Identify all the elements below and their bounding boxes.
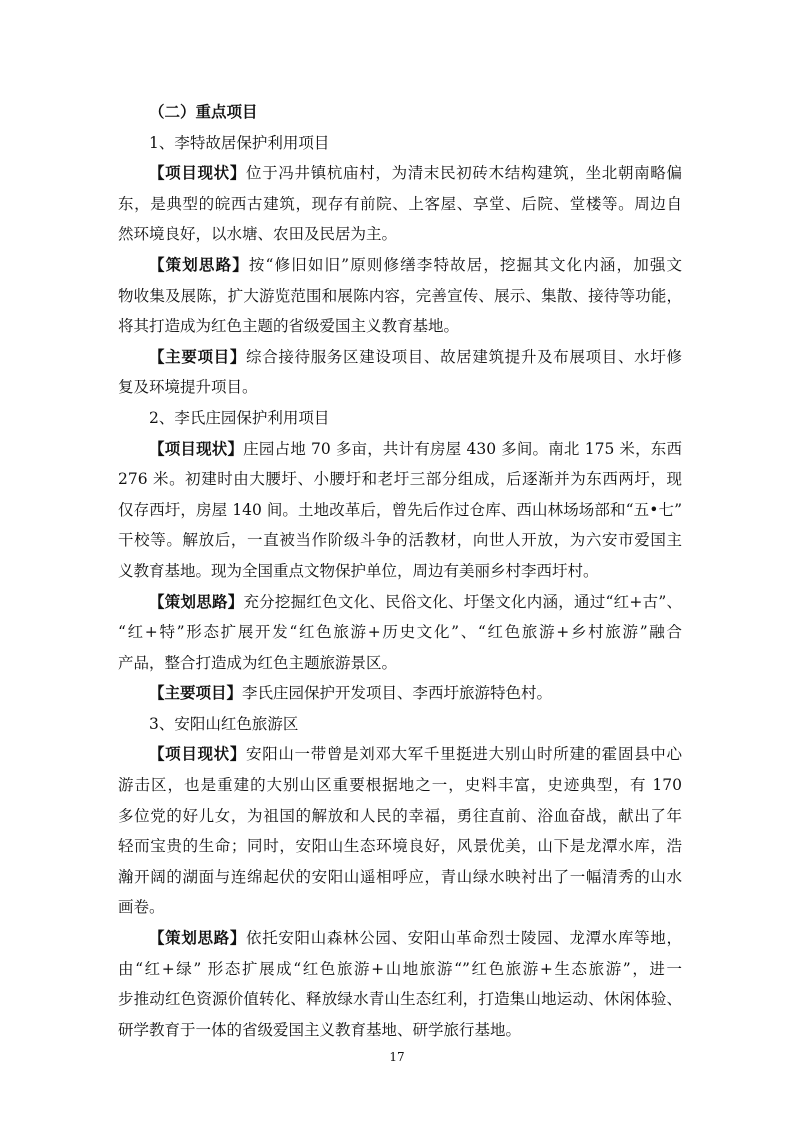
paragraph-line: 【策划思路】按“修旧如旧”原则修缮李特故居，挖掘其文化内涵，加强文 (149, 255, 682, 274)
paragraph-line: 瀚开阔的湖面与连绵起伏的安阳山遥相呼应，青山绿水映衬出了一幅清秀的山水 (118, 867, 682, 886)
paragraph-label: 【主要项目】 (149, 347, 247, 366)
project-title-3: 3、安阳山红色旅游区 (149, 714, 299, 733)
paragraph-line: 由“红+绿” 形态扩展成“红色旅游+山地旅游“”红色旅游+生态旅游”，进一 (118, 959, 682, 978)
paragraph-line: 复及环境提升项目。 (118, 378, 258, 397)
paragraph-line: 【主要项目】李氏庄园保护开发项目、李西圩旅游特色村。 (149, 684, 553, 703)
paragraph-line: 【项目现状】位于冯井镇杭庙村，为清末民初砖木结构建筑，坐北朝南略偏 (149, 164, 682, 183)
paragraph-line: 276 米。初建时由大腰圩、小腰圩和老圩三部分组成，后逐渐并为东西两圩，现 (118, 470, 682, 489)
paragraph-line: 然环境良好，以水塘、农田及民居为主。 (118, 225, 398, 244)
paragraph-line: 义教育基地。现为全国重点文物保护单位，周边有美丽乡村李西圩村。 (118, 561, 599, 580)
paragraph-line: 游击区，也是重建的大别山区重要根据地之一，史料丰富，史迹典型，有 170 (118, 776, 682, 795)
paragraph-label: 【策划思路】 (149, 592, 244, 611)
paragraph-line: 多位党的好儿女，为祖国的解放和人民的幸福，勇往直前、浴血奋战，献出了年 (118, 806, 682, 825)
paragraph-line: 仅存西圩，房屋 140 间。土地改革后，曾先后作过仓库、西山林场场部和“五•七” (118, 500, 682, 519)
paragraph-line: 【项目现状】安阳山一带曾是刘邓大军千里挺进大别山时所建的霍固县中心 (149, 745, 682, 764)
paragraph-label: 【项目现状】 (149, 164, 247, 183)
paragraph-line: 【主要项目】综合接待服务区建设项目、故居建筑提升及布展项目、水圩修 (149, 347, 682, 366)
page-content (118, 97, 682, 1045)
project-title-2: 2、李氏庄园保护利用项目 (149, 408, 330, 427)
paragraph-line: “红+特”形态扩展开发“红色旅游+历史文化”、“红色旅游+乡村旅游”融合 (118, 623, 682, 642)
paragraph-label: 【主要项目】 (149, 684, 243, 703)
paragraph-line: 将其打造成为红色主题的省级爱国主义教育基地。 (118, 317, 460, 336)
paragraph-line: 【策划思路】依托安阳山森林公园、安阳山革命烈士陵园、龙潭水库等地， (149, 929, 682, 948)
page-number: 17 (389, 1050, 405, 1064)
paragraph-label: 【项目现状】 (149, 745, 247, 764)
paragraph-line: 干校等。解放后，一直被当作阶级斗争的活教材，向世人开放，为六安市爱国主 (118, 531, 682, 550)
paragraph-line: 产品，整合打造成为红色主题旅游景区。 (118, 653, 398, 672)
paragraph-label: 【策划思路】 (149, 255, 249, 274)
paragraph-line: 画卷。 (118, 898, 165, 917)
project-title-1: 1、李特故居保护利用项目 (149, 133, 330, 152)
paragraph-line: 【项目现状】庄园占地 70 多亩，共计有房屋 430 多间。南北 175 米，东西 (149, 439, 682, 458)
paragraph-line: 研学教育于一体的省级爱国主义教育基地、研学旅行基地。 (118, 1020, 522, 1039)
paragraph-line: 东，是典型的皖西古建筑，现存有前院、上客屋、享堂、后院、堂楼等。周边自 (118, 194, 682, 213)
paragraph-label: 【项目现状】 (149, 439, 244, 458)
section-heading: （二）重点项目 (149, 103, 258, 121)
paragraph-line: 轻而宝贵的生命；同时，安阳山生态环境良好，风景优美，山下是龙潭水库，浩 (118, 837, 682, 856)
paragraph-line: 物收集及展陈，扩大游览范围和展陈内容，完善宣传、展示、集散、接待等功能， (118, 286, 682, 305)
paragraph-line: 步推动红色资源价值转化、释放绿水青山生态红利，打造集山地运动、休闲体验、 (118, 990, 682, 1009)
paragraph-label: 【策划思路】 (149, 929, 247, 948)
paragraph-line: 【策划思路】充分挖掘红色文化、民俗文化、圩堡文化内涵，通过“红+古”、 (149, 592, 682, 611)
